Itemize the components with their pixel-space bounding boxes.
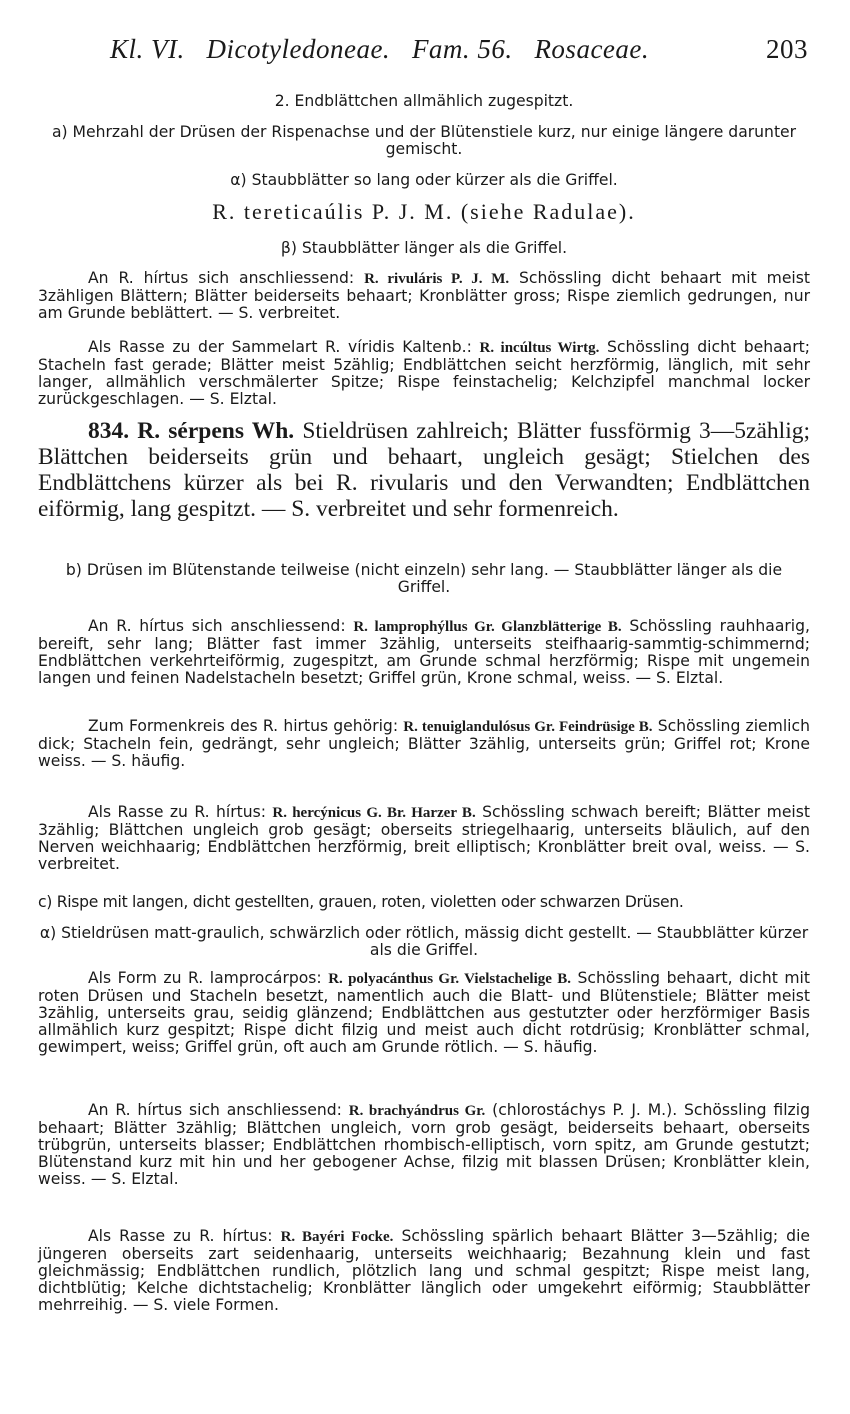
entry-bayeri bbox=[38, 1228, 810, 1314]
entry-lead: An R. hírtus sich anschliessend: bbox=[88, 617, 346, 635]
key-line-2: 2. Endblättchen allmählich zugespitzt. bbox=[274, 92, 574, 110]
key-line-c: c) Rispe mit langen, dicht gestellten, grauen, roten, violetten oder schwarzen Drüsen. bbox=[38, 893, 684, 911]
species-number: 834. bbox=[88, 418, 130, 444]
key-line-alpha: α) Staubblätter so lang oder kürzer als die Griffel. bbox=[230, 171, 618, 189]
running-header bbox=[110, 34, 810, 65]
entry-text: Schössling ziemlich dick; Stacheln fein, gedrängt, sehr ungleich; Blätter 3zählig, unterseits grün; Griffel rot; Krone weiss. — S. häufig. bbox=[38, 717, 810, 770]
entry-tenuiglandulosus bbox=[38, 718, 810, 770]
entry-lead: Als Rasse zu R. hírtus: bbox=[88, 1227, 273, 1245]
entry-text: Schössling rauhhaarig, bereift, sehr lang; Blätter fast immer 3zählig, unterseits steifhaarig-sammtig-schimmernd; Endblättchen verkehrteiförmig, zugespitzt, am Grunde schmal herzförmig; Rispe mit ungemein langen und feinen Nadelstacheln besetzt; Griffel grün, Krone schmal, weiss. — S. Elztal. bbox=[38, 617, 810, 687]
species-name: R. lamprophýllus Gr. Glanzblätterige B. bbox=[353, 619, 622, 635]
entry-lead: Als Form zu R. lamprocárpos: bbox=[88, 969, 322, 987]
entry-lead: Zum Formenkreis des R. hirtus gehörig: bbox=[88, 717, 399, 735]
species-name: R. polyacánthus Gr. Vielstachelige B. bbox=[328, 971, 571, 987]
book-page bbox=[38, 0, 810, 1414]
entry-text: Schössling schwach bereift; Blätter meist 3zählig; Blättchen ungleich grob gesägt; oberseits striegelhaarig, unterseits bläulich, auf den Nerven weichhaarig; Endblättchen herzförmig, breit elliptisch; Kronblätter breit oval, weiss. — S. verbreitet. bbox=[38, 803, 810, 873]
entry-lamprophyllus bbox=[38, 618, 810, 687]
header-group: Dicotyledoneae. bbox=[206, 34, 391, 64]
entry-incultus bbox=[38, 339, 810, 408]
key-line-c-alpha: α) Stieldrüsen matt-graulich, schwärzlich oder rötlich, mässig dicht gestellt. — Staubblätter kürzer als die Griffel. bbox=[39, 924, 809, 959]
entry-hercynicus bbox=[38, 804, 810, 873]
entry-text: Schössling dicht behaart mit meist 3zähligen Blättern; Blätter beiderseits behaart; Kronblätter gross; Rispe ziemlich gedrungen, nur am Grunde beblättert. — S. verbreitet. bbox=[38, 269, 811, 322]
header-family: Fam. 56. bbox=[411, 34, 513, 64]
species-name: R. Bayéri Focke. bbox=[280, 1229, 394, 1245]
entry-serpens bbox=[38, 418, 810, 522]
species-name: R. incúltus Wirtg. bbox=[479, 340, 600, 356]
species-name: R. rivuláris P. J. M. bbox=[364, 271, 510, 287]
entry-polyacanthus bbox=[38, 970, 810, 1056]
entry-text: Schössling spärlich behaart Blätter 3—5zählig; die jüngeren oberseits zart seidenhaarig, unterseits weichhaarig; Bezahnung klein und fast gleichmässig; Endblättchen rundlich, plötzlich lang und schmal gespitzt; Rispe meist lang, dichtblütig; Kelche dichtstachelig; Kronblätter länglich oder umgekehrt eiförmig; Staubblätter mehrreihig. — S. viele Formen. bbox=[38, 1227, 810, 1314]
key-line-beta: β) Staubblätter länger als die Griffel. bbox=[280, 239, 568, 257]
species-name: R. brachyándrus Gr. bbox=[348, 1103, 486, 1119]
species-tereticaulis: R. tereticaúlis P. J. M. (siehe Radulae). bbox=[212, 199, 636, 224]
entry-text: Stieldrüsen zahlreich; Blätter fussförmig 3—5zählig; Blättchen beiderseits grün und behaart, ungleich gesägt; Stielchen des Endblättchens kürzer als bei R. rivularis und den Verwandten; Endblättchen eiförmig, lang gespitzt. — S. verbreitet und sehr formenreich. bbox=[38, 418, 811, 522]
key-line-b: b) Drüsen im Blütenstande teilweise (nicht einzeln) sehr lang. — Staubblätter länger als die Griffel. bbox=[65, 561, 783, 596]
synonym: (chlorostáchys P. J. M.). bbox=[492, 1101, 678, 1119]
entry-text: Schössling dicht behaart; Stacheln fast gerade; Blätter meist 5zählig; Endblättchen seicht herzförmig, länglich, mit sehr langer, allmählich verschmälerter Spitze; Rispe feinstachelig; Kelchzipfel manchmal locker zurückgeschlagen. — S. Elztal. bbox=[38, 338, 810, 408]
species-name: R. hercýnicus G. Br. Harzer B. bbox=[272, 805, 476, 821]
entry-lead: Als Rasse zu R. hírtus: bbox=[88, 803, 266, 821]
species-name: R. tenuiglandulósus Gr. Feindrüsige B. bbox=[403, 719, 653, 735]
species-name: R. sérpens Wh. bbox=[137, 418, 295, 444]
entry-lead: Als Rasse zu der Sammelart R. víridis Kaltenb.: bbox=[88, 338, 472, 356]
key-line-a: a) Mehrzahl der Drüsen der Rispenachse und der Blütenstiele kurz, nur einige längere darunter gemischt. bbox=[51, 123, 797, 158]
entry-text: Schössling filzig behaart; Blätter 3zählig; Blättchen ungleich, vorn grob gesägt, beiderseits behaart, oberseits trübgrün, unterseits blasser; Endblättchen rhombisch-elliptisch, vorn spitz, am Grunde gestutzt; Blütenstand kurz mit hin und her gebogener Achse, filzig mit blassen Drüsen; Kronblätter klein, weiss. — S. Elztal. bbox=[38, 1101, 810, 1188]
header-family-name: Rosaceae. bbox=[534, 34, 650, 64]
entry-text: Schössling behaart, dicht mit roten Drüsen und Stacheln besetzt, namentlich auch die Blatt- und Blütenstiele; Blätter meist 3zählig, unterseits grau, seidig glänzend; Endblättchen aus gestutzter oder herzförmiger Basis allmählich kurz gespitzt; Rispe dicht filzig und meist auch dicht rotdrüsig; Kronblätter schmal, gewimpert, weiss; Griffel grün, oft auch am Grunde rötlich. — S. häufig. bbox=[38, 969, 810, 1056]
entry-lead: An R. hírtus sich anschliessend: bbox=[88, 269, 355, 287]
header-class: Kl. VI. bbox=[110, 34, 185, 64]
entry-rivularis bbox=[38, 270, 810, 322]
entry-lead: An R. hírtus sich anschliessend: bbox=[88, 1101, 342, 1119]
page-number: 203 bbox=[766, 34, 808, 64]
entry-brachyandrus bbox=[38, 1102, 810, 1188]
